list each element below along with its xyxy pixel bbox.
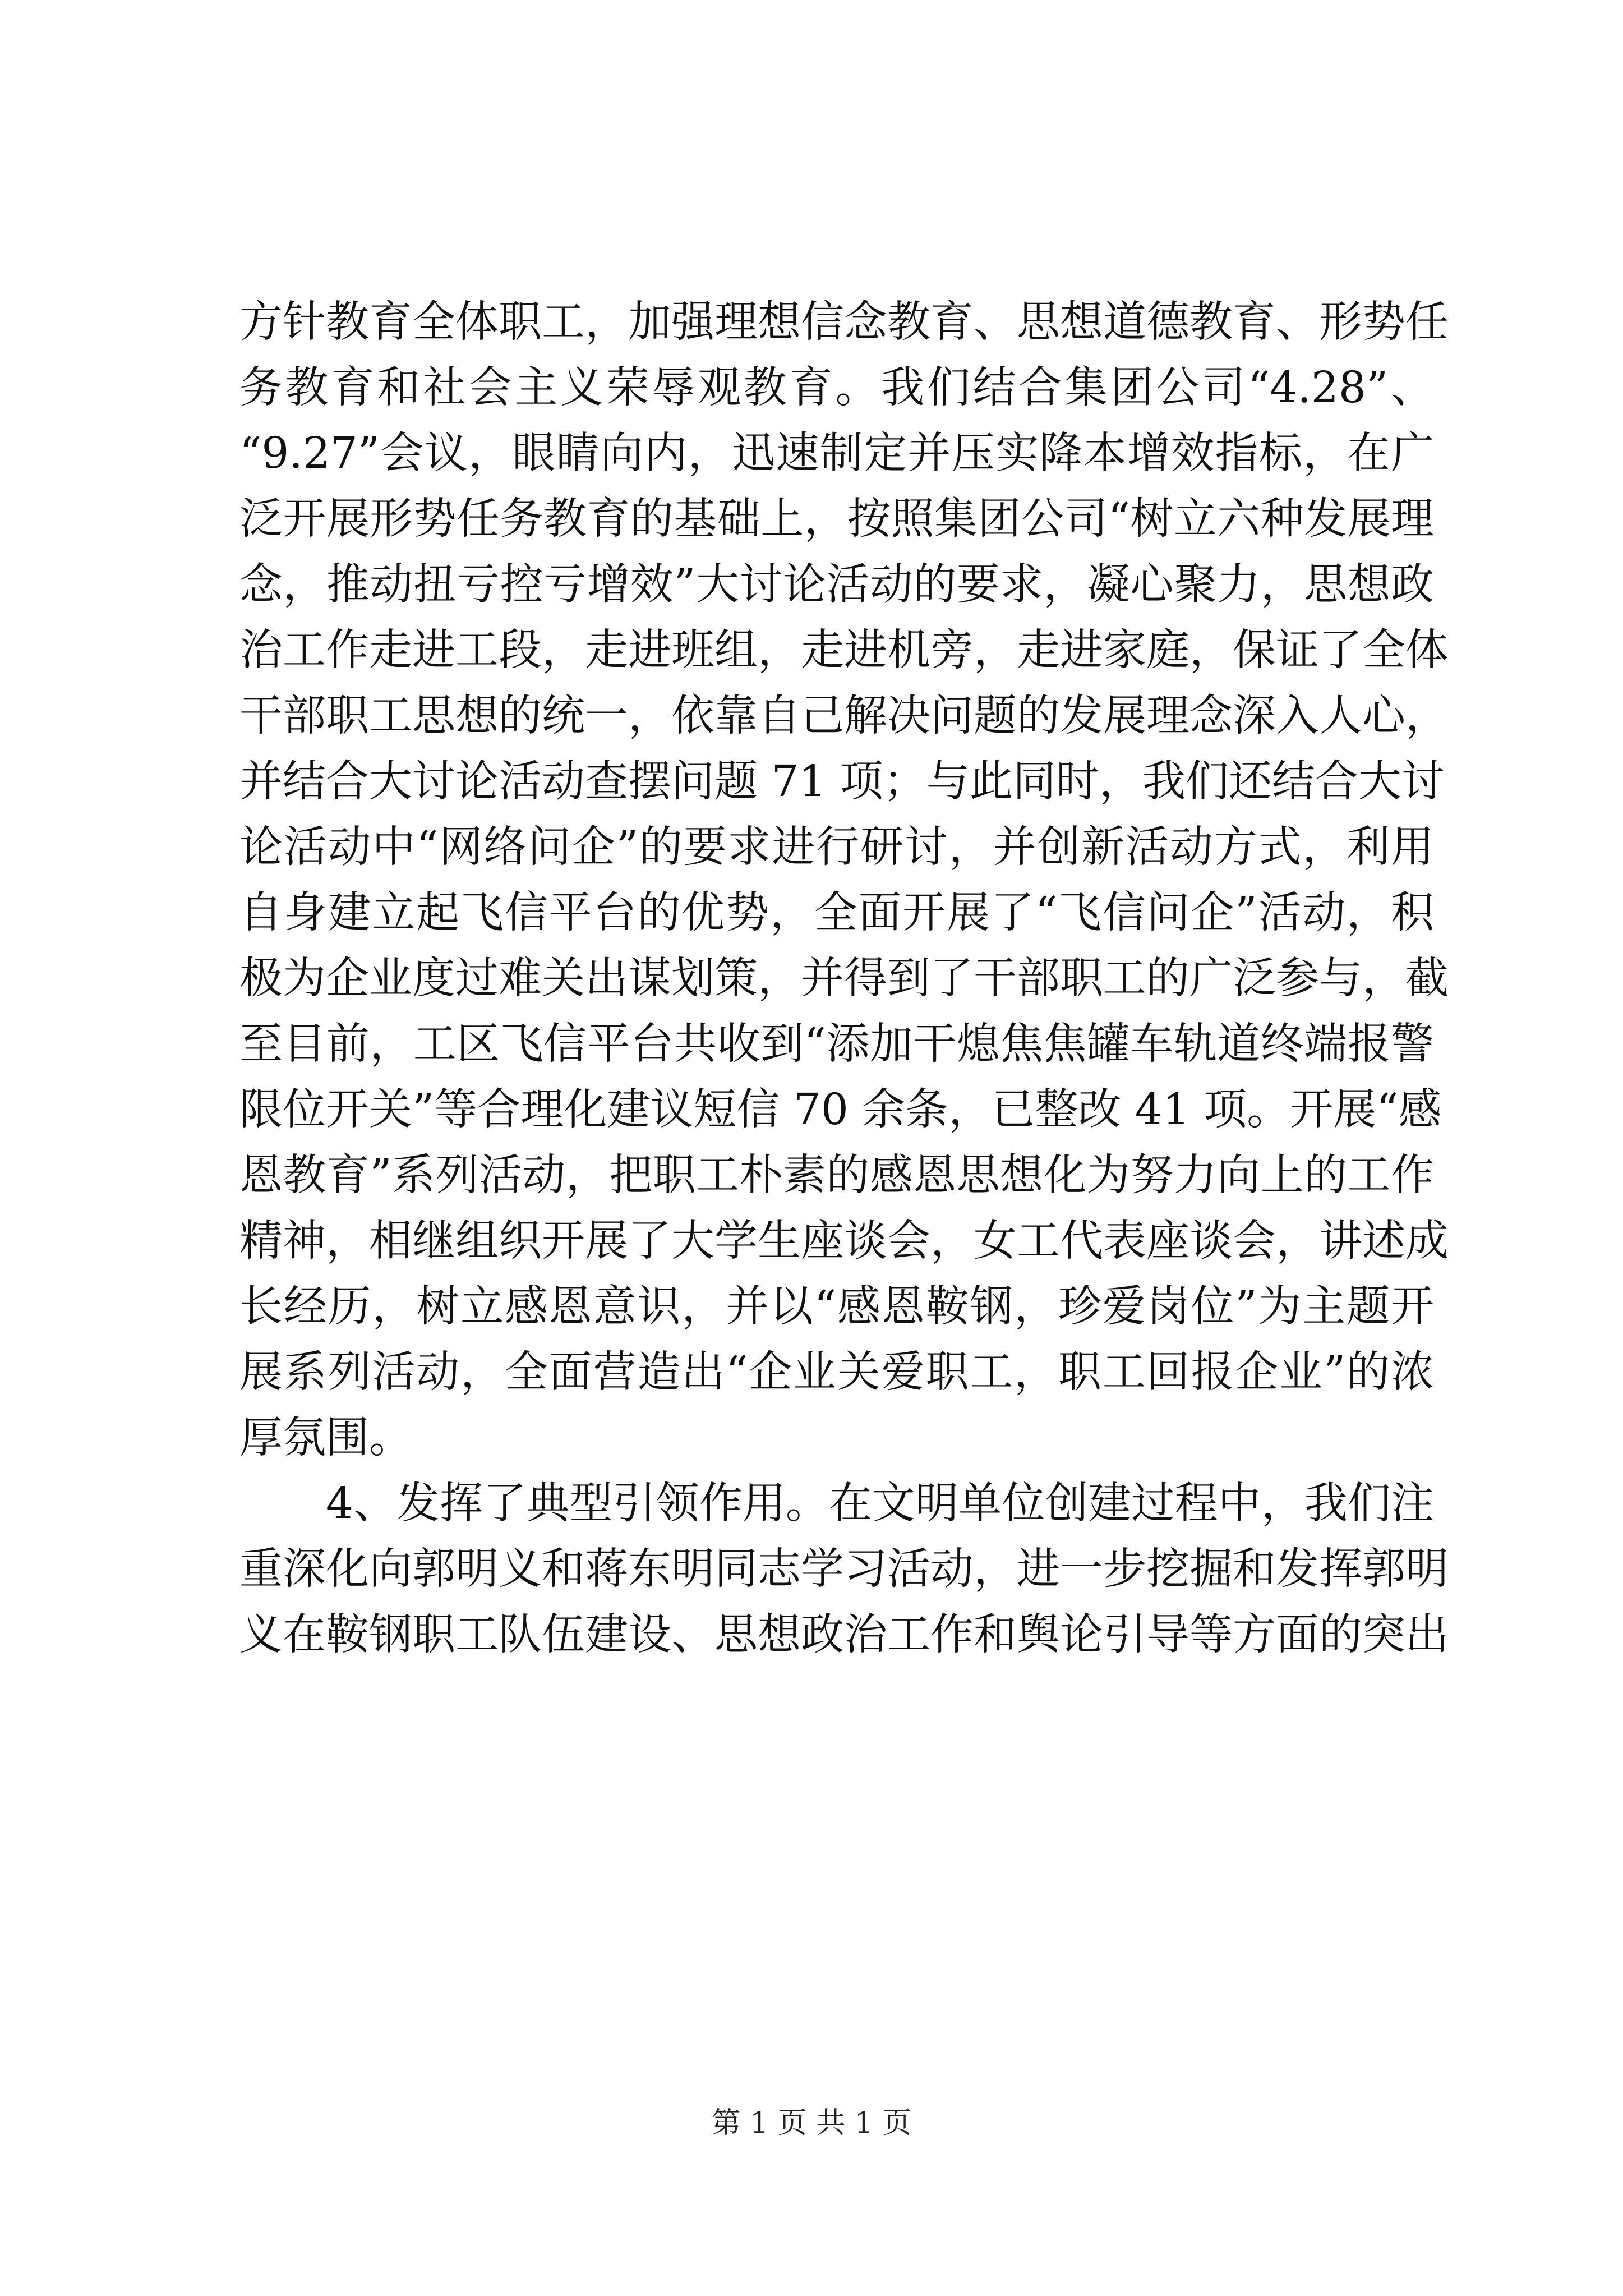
text-line: 务教育和社会主义荣辱观教育。我们结合集团公司“4.28”、 — [239, 363, 1434, 413]
text-line: 限位开关”等合理化建议短信 70 余条，已整改 41 项。开展“感 — [239, 1085, 1442, 1135]
text-line: 展系列活动，全面营造出“企业关爱职工，职工回报企业”的浓 — [239, 1347, 1434, 1397]
text-line: 精神，相继组织开展了大学生座谈会，女工代表座谈会，讲述成 — [239, 1216, 1449, 1266]
text-line: 泛开展形势任务教育的基础上，按照集团公司“树立六种发展理 — [239, 494, 1434, 544]
text-line: 恩教育”系列活动，把职工朴素的感恩思想化为努力向上的工作 — [239, 1151, 1434, 1200]
text-line: 自身建立起飞信平台的优势，全面开展了“飞信问企”活动，积 — [239, 888, 1434, 938]
text-line: 治工作走进工段，走进班组，走进机旁，走进家庭，保证了全体 — [239, 625, 1449, 675]
text-line: 并结合大讨论活动查摆问题 71 项；与此同时，我们还结合大讨 — [239, 757, 1445, 807]
text-line: 厚氛围。 — [239, 1413, 412, 1463]
text-line: 义在鞍钢职工队伍建设、思想政治工作和舆论引导等方面的突出 — [239, 1610, 1449, 1660]
body-text — [239, 289, 1449, 1668]
text-line: 极为企业度过难关出谋划策，并得到了干部职工的广泛参与，截 — [239, 954, 1449, 1004]
text-line: 干部职工思想的统一，依靠自己解决问题的发展理念深入人心， — [239, 691, 1449, 741]
page-number-footer: 第 1 页 共 1 页 — [711, 2106, 912, 2140]
text-line: 4、发挥了典型引领作用。在文明单位创建过程中，我们注 — [326, 1479, 1434, 1529]
text-line: 至目前，工区飞信平台共收到“添加干熄焦焦罐车轨道终端报警 — [239, 1019, 1434, 1069]
text-line: 重深化向郭明义和蒋东明同志学习活动，进一步挖掘和发挥郭明 — [239, 1544, 1449, 1594]
text-line: “9.27”会议，眼睛向内，迅速制定并压实降本增效指标，在广 — [239, 429, 1434, 478]
text-line: 方针教育全体职工，加强理想信念教育、思想道德教育、形势任 — [239, 297, 1449, 347]
text-line: 论活动中“网络问企”的要求进行研讨，并创新活动方式，利用 — [239, 822, 1434, 872]
text-line: 念，推动扭亏控亏增效”大讨论活动的要求，凝心聚力，思想政 — [239, 560, 1434, 610]
text-line: 长经历，树立感恩意识，并以“感恩鞍钢，珍爱岗位”为主题开 — [239, 1282, 1434, 1332]
